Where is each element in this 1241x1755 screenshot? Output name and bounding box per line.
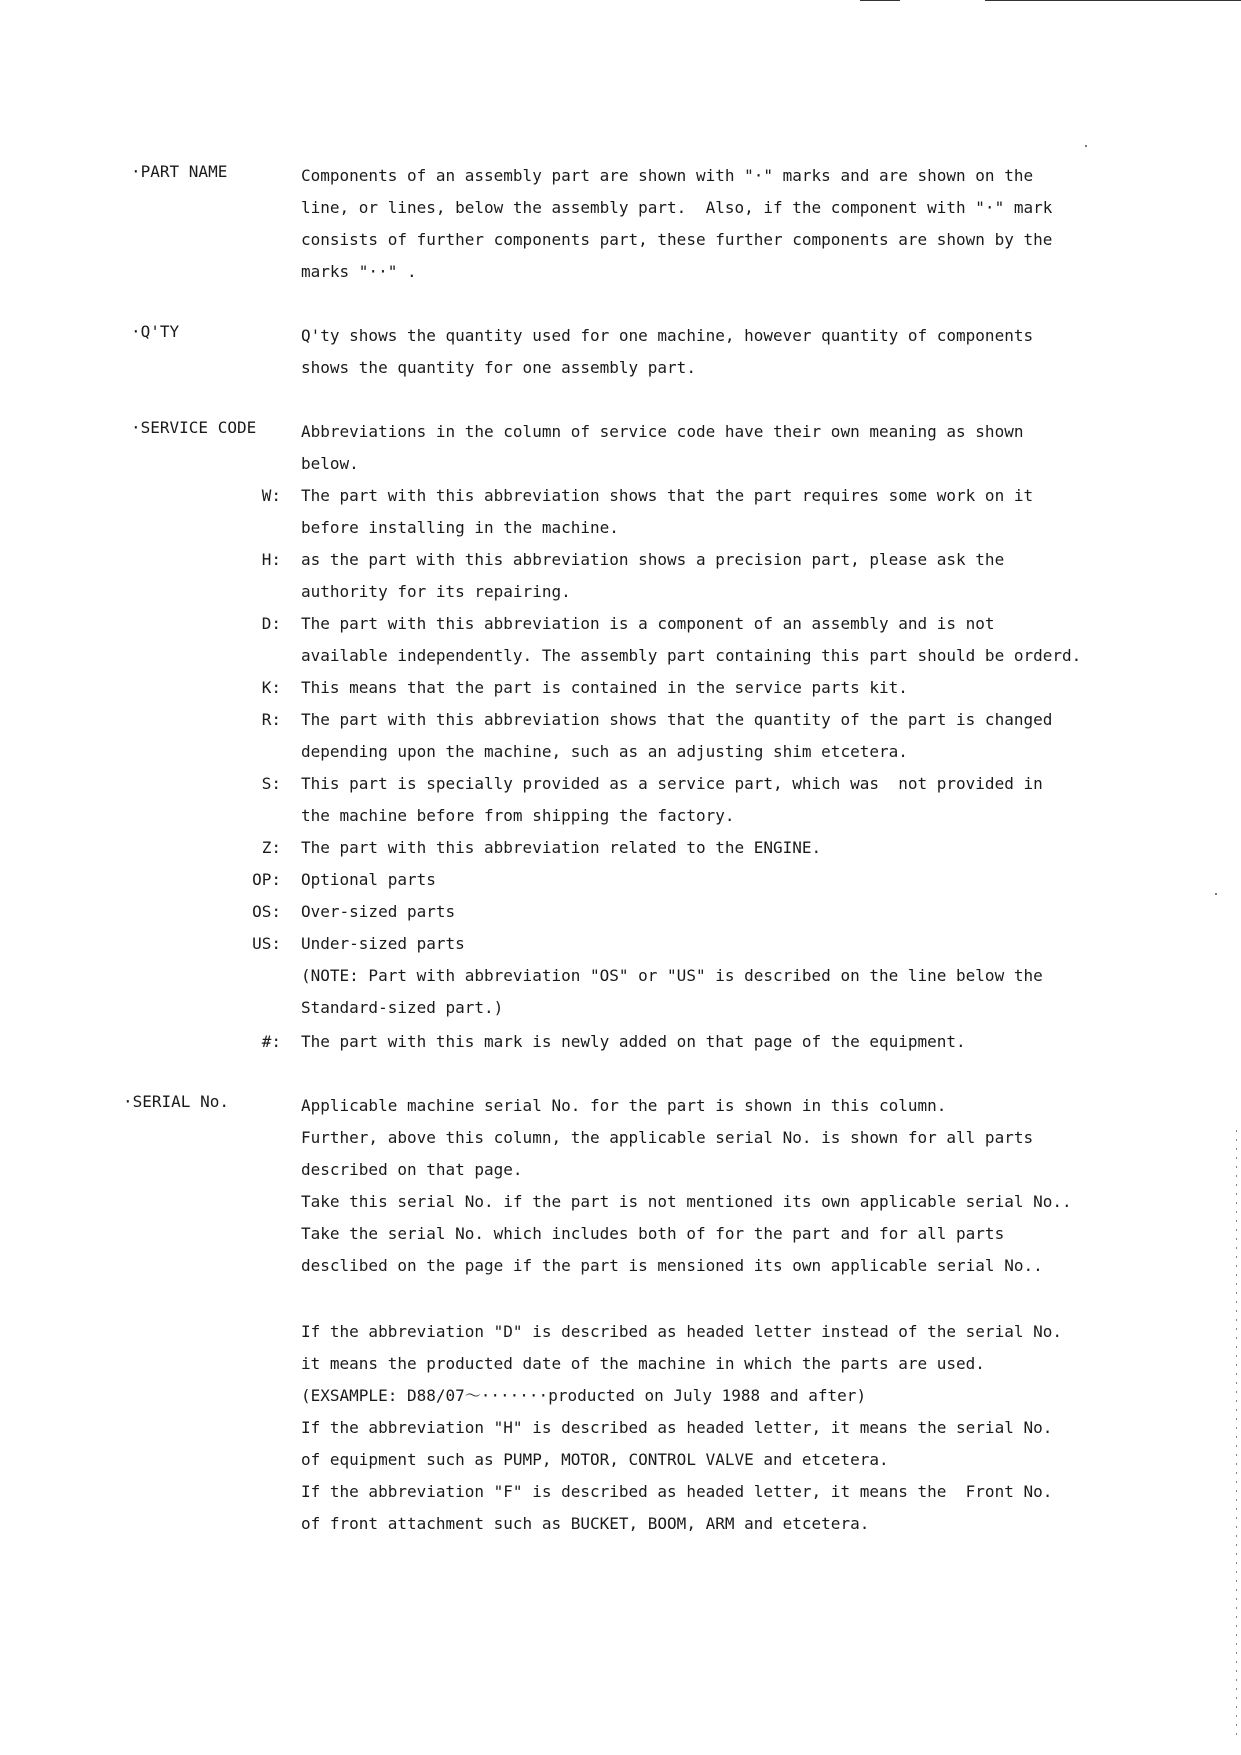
- code-key: D:: [261, 614, 281, 633]
- code-desc: The part with this abbreviation related to the ENGINE.: [301, 838, 822, 857]
- code-key: Z:: [261, 838, 281, 857]
- code-key: R:: [261, 710, 281, 729]
- service-code-intro: Abbreviations in the column of service code have their own meaning as shown below.: [301, 422, 1024, 473]
- code-key: #:: [261, 1032, 281, 1051]
- code-key: US:: [252, 934, 281, 953]
- top-rule: [985, 0, 1241, 1]
- code-desc: The part with this abbreviation shows that the quantity of the part is changed depending upon the machine, such as an adjusting shim etcetera.: [301, 710, 1053, 761]
- scan-speck: [1085, 145, 1087, 147]
- code-key: S:: [261, 774, 281, 793]
- serial-no-text: Applicable machine serial No. for the part is shown in this column. Further, above this column, the applicable serial No. is shown for all parts described on that page. Take this serial No. if the part is not mentioned its own applicable serial No.. Take the serial No. which includes both of for the part and for all parts desclibed on the page if the part is mensioned its own applicable serial No..: [301, 1096, 1072, 1275]
- scan-speck: [1215, 893, 1217, 895]
- code-key: K:: [261, 678, 281, 697]
- service-code-label: ·SERVICE CODE: [131, 418, 257, 437]
- code-desc: as the part with this abbreviation shows a precision part, please ask the authority for its repairing.: [301, 550, 1005, 601]
- code-key: OP:: [252, 870, 281, 889]
- code-key: OS:: [252, 902, 281, 921]
- code-desc: The part with this abbreviation is a component of an assembly and is not available independently. The assembly part containing this part should be orderd.: [301, 614, 1082, 665]
- part-name-text: Components of an assembly part are shown with "·" marks and are shown on the line, or lines, below the assembly part. Also, if the component with "·" mark consists of further components part, these further components are shown by the marks "··" .: [301, 166, 1053, 281]
- code-desc: The part with this abbreviation shows that the part requires some work on it before installing in the machine.: [301, 486, 1034, 537]
- code-key: W:: [261, 486, 281, 505]
- code-key: H:: [261, 550, 281, 569]
- code-desc: This part is specially provided as a service part, which was not provided in the machine before from shipping the factory.: [301, 774, 1043, 825]
- code-desc: This means that the part is contained in the service parts kit.: [301, 678, 908, 697]
- code-desc: Under-sized parts (NOTE: Part with abbreviation "OS" or "US" is described on the line below the Standard-sized part.): [301, 934, 1043, 1017]
- scan-edge-marks: [1236, 1130, 1237, 1740]
- scan-mark: [860, 0, 900, 1]
- serial-no-label: ·SERIAL No.: [123, 1092, 229, 1111]
- code-desc: Optional parts: [301, 870, 436, 889]
- qty-text: Q'ty shows the quantity used for one machine, however quantity of components shows the quantity for one assembly part.: [301, 326, 1034, 377]
- serial-no-text-2: If the abbreviation "D" is described as headed letter instead of the serial No. it means the producted date of the machine in which the parts are used. (EXSAMPLE: D88/07～·······producted on July 1988 and after) If the abbreviation "H" is described as headed letter, it means the serial No. of equipment such as PUMP, MOTOR, CONTROL VALVE and etcetera. If the abbreviation "F" is described as headed letter, it means the Front No. of front attachment such as BUCKET, BOOM, ARM and etcetera.: [301, 1322, 1062, 1533]
- qty-label: ·Q'TY: [131, 322, 180, 341]
- code-desc: The part with this mark is newly added on that page of the equipment.: [301, 1032, 966, 1051]
- part-name-label: ·PART NAME: [131, 162, 228, 181]
- code-desc: Over-sized parts: [301, 902, 456, 921]
